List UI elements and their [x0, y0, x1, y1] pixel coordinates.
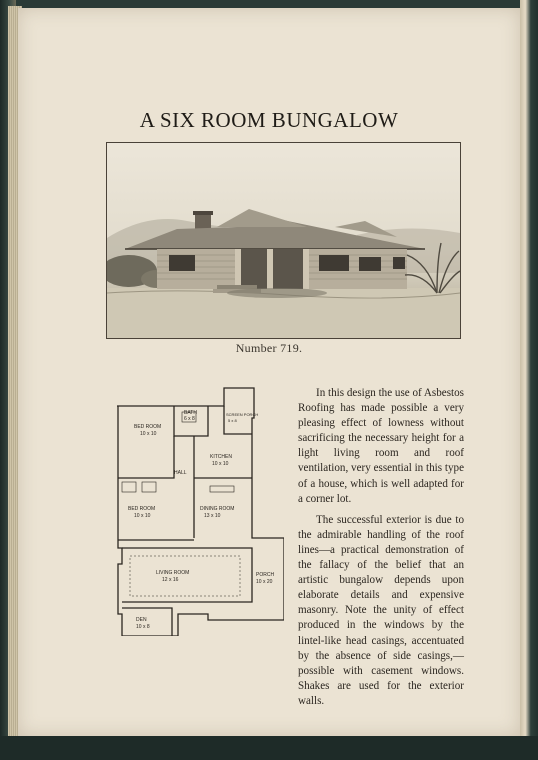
plan-size-bed-room-1: 10 x 10: [140, 431, 157, 437]
plan-size-porch: 10 x 20: [256, 579, 273, 585]
floor-plan: [112, 378, 284, 636]
bungalow-drawing: [107, 143, 460, 338]
body-text: [298, 386, 464, 715]
book-page: [18, 8, 520, 736]
plan-size-kitchen: 10 x 10: [212, 461, 229, 467]
plan-size-bath: 6 x 8: [184, 416, 195, 422]
plan-size-den: 10 x 8: [136, 624, 150, 630]
book-cover-bottom: [0, 736, 538, 760]
bungalow-illustration: [106, 142, 461, 339]
plan-size-dining-room: 13 x 10: [204, 513, 221, 519]
plan-label-hall: HALL: [174, 470, 187, 476]
plan-label-screen-porch: SCREEN PORCH: [226, 412, 259, 417]
paragraph: In this design the use of Asbestos Roofing has made possible a very pleasing effect of lowness without sacrificing the necessary height for a light living room and roof ventilation, very essential in this type of a house, which is well adapted for a corner lot.: [298, 387, 464, 505]
plan-label-dining-room: DINING ROOM: [200, 506, 235, 512]
plan-size-bed-room-2: 10 x 10: [134, 513, 151, 519]
plan-label-bed-room-2: BED ROOM: [128, 506, 156, 512]
paragraph: The successful exterior is due to the admirable handling of the roof lines—a practical demonstration of the fallacy of the belief that an artistic bungalow depends upon elaborate details and expensive masonry. Note the unity of effect produced in the windows by the lintel-like head casings, accentuated by the absence of side casings,—possible with casement windows. Shakes are used for the exterior walls.: [298, 513, 464, 707]
figure-caption: Number 719.: [235, 341, 303, 355]
plan-size-screen-porch: 5 x 8: [228, 418, 237, 423]
plan-label-porch: PORCH: [256, 572, 275, 578]
plan-label-bed-room-1: BED ROOM: [134, 424, 162, 430]
plan-label-den: DEN: [136, 617, 147, 623]
plan-label-bath: BATH: [184, 410, 197, 416]
plan-size-living-room: 12 x 16: [162, 577, 179, 583]
plan-label-kitchen: KITCHEN: [210, 454, 232, 460]
plan-label-living-room: LIVING ROOM: [156, 570, 190, 576]
book-cover-right: [520, 0, 538, 760]
page-title: A SIX ROOM BUNGALOW: [139, 108, 399, 132]
